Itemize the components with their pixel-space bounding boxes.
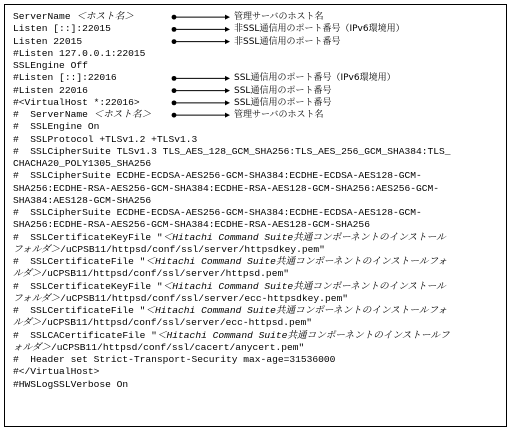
config-line bbox=[13, 60, 451, 72]
config-line bbox=[13, 23, 451, 35]
config-line bbox=[13, 36, 451, 48]
config-line bbox=[13, 134, 451, 146]
config-line bbox=[13, 354, 451, 366]
annotation-label: SSL通信用のポート番号（IPv6環境用） bbox=[234, 73, 396, 84]
code-text: /uCPSB11/httpsd/conf/ssl/server/ecc-httpsdkey.pem" bbox=[60, 292, 348, 304]
config-line bbox=[13, 268, 451, 280]
annotation-label: 管理サーバのホスト名 bbox=[234, 12, 324, 23]
code-text: # SSLCertificateKeyFile " bbox=[13, 280, 163, 292]
code-text: #Listen [::]:22016 bbox=[13, 72, 117, 84]
placeholder-text: ルダ＞ bbox=[13, 317, 42, 329]
config-line bbox=[13, 293, 451, 305]
config-line bbox=[13, 85, 451, 97]
config-line bbox=[13, 11, 451, 23]
config-line bbox=[13, 146, 451, 158]
code-text: #Listen 127.0.0.1:22015 bbox=[13, 47, 146, 59]
code-text: CHACHA20_POLY1305_SHA256 bbox=[13, 158, 152, 169]
code-text: # SSLCipherSuite TLSv1.3 TLS_AES_128_GCM_SHA256:TLS_AES_256_GCM_SHA384:TLS_ bbox=[13, 145, 451, 157]
placeholder-text: ォルダ＞ bbox=[13, 341, 51, 353]
code-text: #HWSLogSSLVerbose On bbox=[13, 378, 129, 390]
config-line bbox=[13, 232, 451, 244]
config-line bbox=[13, 97, 451, 109]
placeholder-text: ルダ＞ bbox=[13, 268, 42, 280]
code-text: # SSLProtocol +TLSv1.2 +TLSv1.3 bbox=[13, 133, 198, 145]
config-line bbox=[13, 317, 451, 329]
placeholder-text: ＜Hitachi Command Suite共通コンポーネントのインストールフォ bbox=[145, 256, 448, 267]
config-line bbox=[13, 158, 451, 170]
code-text: # ServerName bbox=[13, 109, 94, 120]
code-text: #</VirtualHost> bbox=[13, 366, 100, 378]
code-text: /uCPSB11/httpsd/conf/ssl/server/httpsd.pem" bbox=[41, 268, 289, 280]
config-line bbox=[13, 121, 451, 133]
config-line bbox=[13, 195, 451, 207]
config-line bbox=[13, 183, 451, 195]
config-line bbox=[13, 244, 451, 256]
code-text: SHA384:AES128-GCM-SHA256 bbox=[13, 194, 152, 206]
config-line bbox=[13, 330, 451, 342]
config-line bbox=[13, 256, 451, 268]
config-line bbox=[13, 170, 451, 182]
code-text: # SSLCipherSuite ECDHE-ECDSA-AES256-GCM-SHA384:ECDHE-ECDSA-AES128-GCM- bbox=[13, 170, 422, 182]
code-text: # SSLCertificateKeyFile " bbox=[13, 231, 163, 243]
code-text: # SSLEngine On bbox=[13, 121, 100, 133]
config-line bbox=[13, 219, 451, 231]
code-text: # SSLCipherSuite ECDHE-ECDSA-AES256-GCM-SHA384:ECDHE-ECDSA-AES128-GCM- bbox=[13, 207, 422, 218]
config-line bbox=[13, 281, 451, 293]
code-text: /uCPSB11/httpsd/conf/ssl/cacert/anycert.pem" bbox=[51, 341, 305, 353]
config-line bbox=[13, 48, 451, 60]
annotation-label: 管理サーバのホスト名 bbox=[234, 110, 324, 121]
config-line bbox=[13, 305, 451, 317]
code-text: # Header set Strict-Transport-Security max-age=31536000 bbox=[13, 354, 336, 365]
code-text: Listen 22015 bbox=[13, 35, 83, 47]
config-line bbox=[13, 207, 451, 219]
placeholder-text: ＜Hitachi Command Suite共通コンポーネントのインストール bbox=[162, 280, 446, 292]
code-text: SHA256:ECDHE-RSA-AES256-GCM-SHA384:ECDHE-RSA-AES128-GCM-SHA256:AES256-GCM- bbox=[13, 182, 440, 194]
annotation-label: 非SSL通信用のポート番号 bbox=[234, 36, 341, 47]
code-text: # SSLCertificateFile " bbox=[13, 256, 146, 267]
config-line bbox=[13, 342, 451, 354]
code-text: Listen [::]:22015 bbox=[13, 23, 111, 35]
placeholder-text: ＜Hitachi Command Suite共通コンポーネントのインストールフ bbox=[156, 329, 450, 341]
placeholder-text: ＜Hitachi Command Suite共通コンポーネントのインストールフォ bbox=[145, 305, 448, 316]
config-line bbox=[13, 109, 451, 121]
placeholder-text: ＜ホスト名＞ bbox=[93, 109, 152, 120]
httpsd-config-code bbox=[13, 11, 451, 391]
code-text: #Listen 22016 bbox=[13, 84, 88, 96]
config-line bbox=[13, 366, 451, 378]
annotation-label: SSL通信用のポート番号 bbox=[234, 85, 332, 96]
config-line bbox=[13, 379, 451, 391]
code-text: # SSLCACertificateFile " bbox=[13, 329, 157, 341]
code-text: ServerName bbox=[13, 11, 77, 22]
annotation-label: 非SSL通信用のポート番号（IPv6環境用） bbox=[234, 24, 405, 35]
code-text: /uCPSB11/httpsd/conf/ssl/server/httpsdkey.pem" bbox=[60, 243, 325, 255]
code-text: # SSLCertificateFile " bbox=[13, 305, 146, 316]
placeholder-text: フォルダ＞ bbox=[13, 292, 61, 304]
annotation-label: SSL通信用のポート番号 bbox=[234, 97, 332, 108]
code-text: /uCPSB11/httpsd/conf/ssl/server/ecc-httpsd.pem" bbox=[41, 317, 312, 329]
code-text: #<VirtualHost *:22016> bbox=[13, 96, 140, 108]
code-text: SHA256:ECDHE-RSA-AES256-GCM-SHA384:ECDHE-RSA-AES128-GCM-SHA256 bbox=[13, 219, 370, 231]
placeholder-text: ＜ホスト名＞ bbox=[76, 11, 134, 22]
placeholder-text: フォルダ＞ bbox=[13, 243, 61, 255]
config-listing-frame bbox=[4, 4, 507, 427]
config-line bbox=[13, 72, 451, 84]
code-text: SSLEngine Off bbox=[13, 60, 88, 71]
placeholder-text: ＜Hitachi Command Suite共通コンポーネントのインストール bbox=[162, 231, 446, 243]
